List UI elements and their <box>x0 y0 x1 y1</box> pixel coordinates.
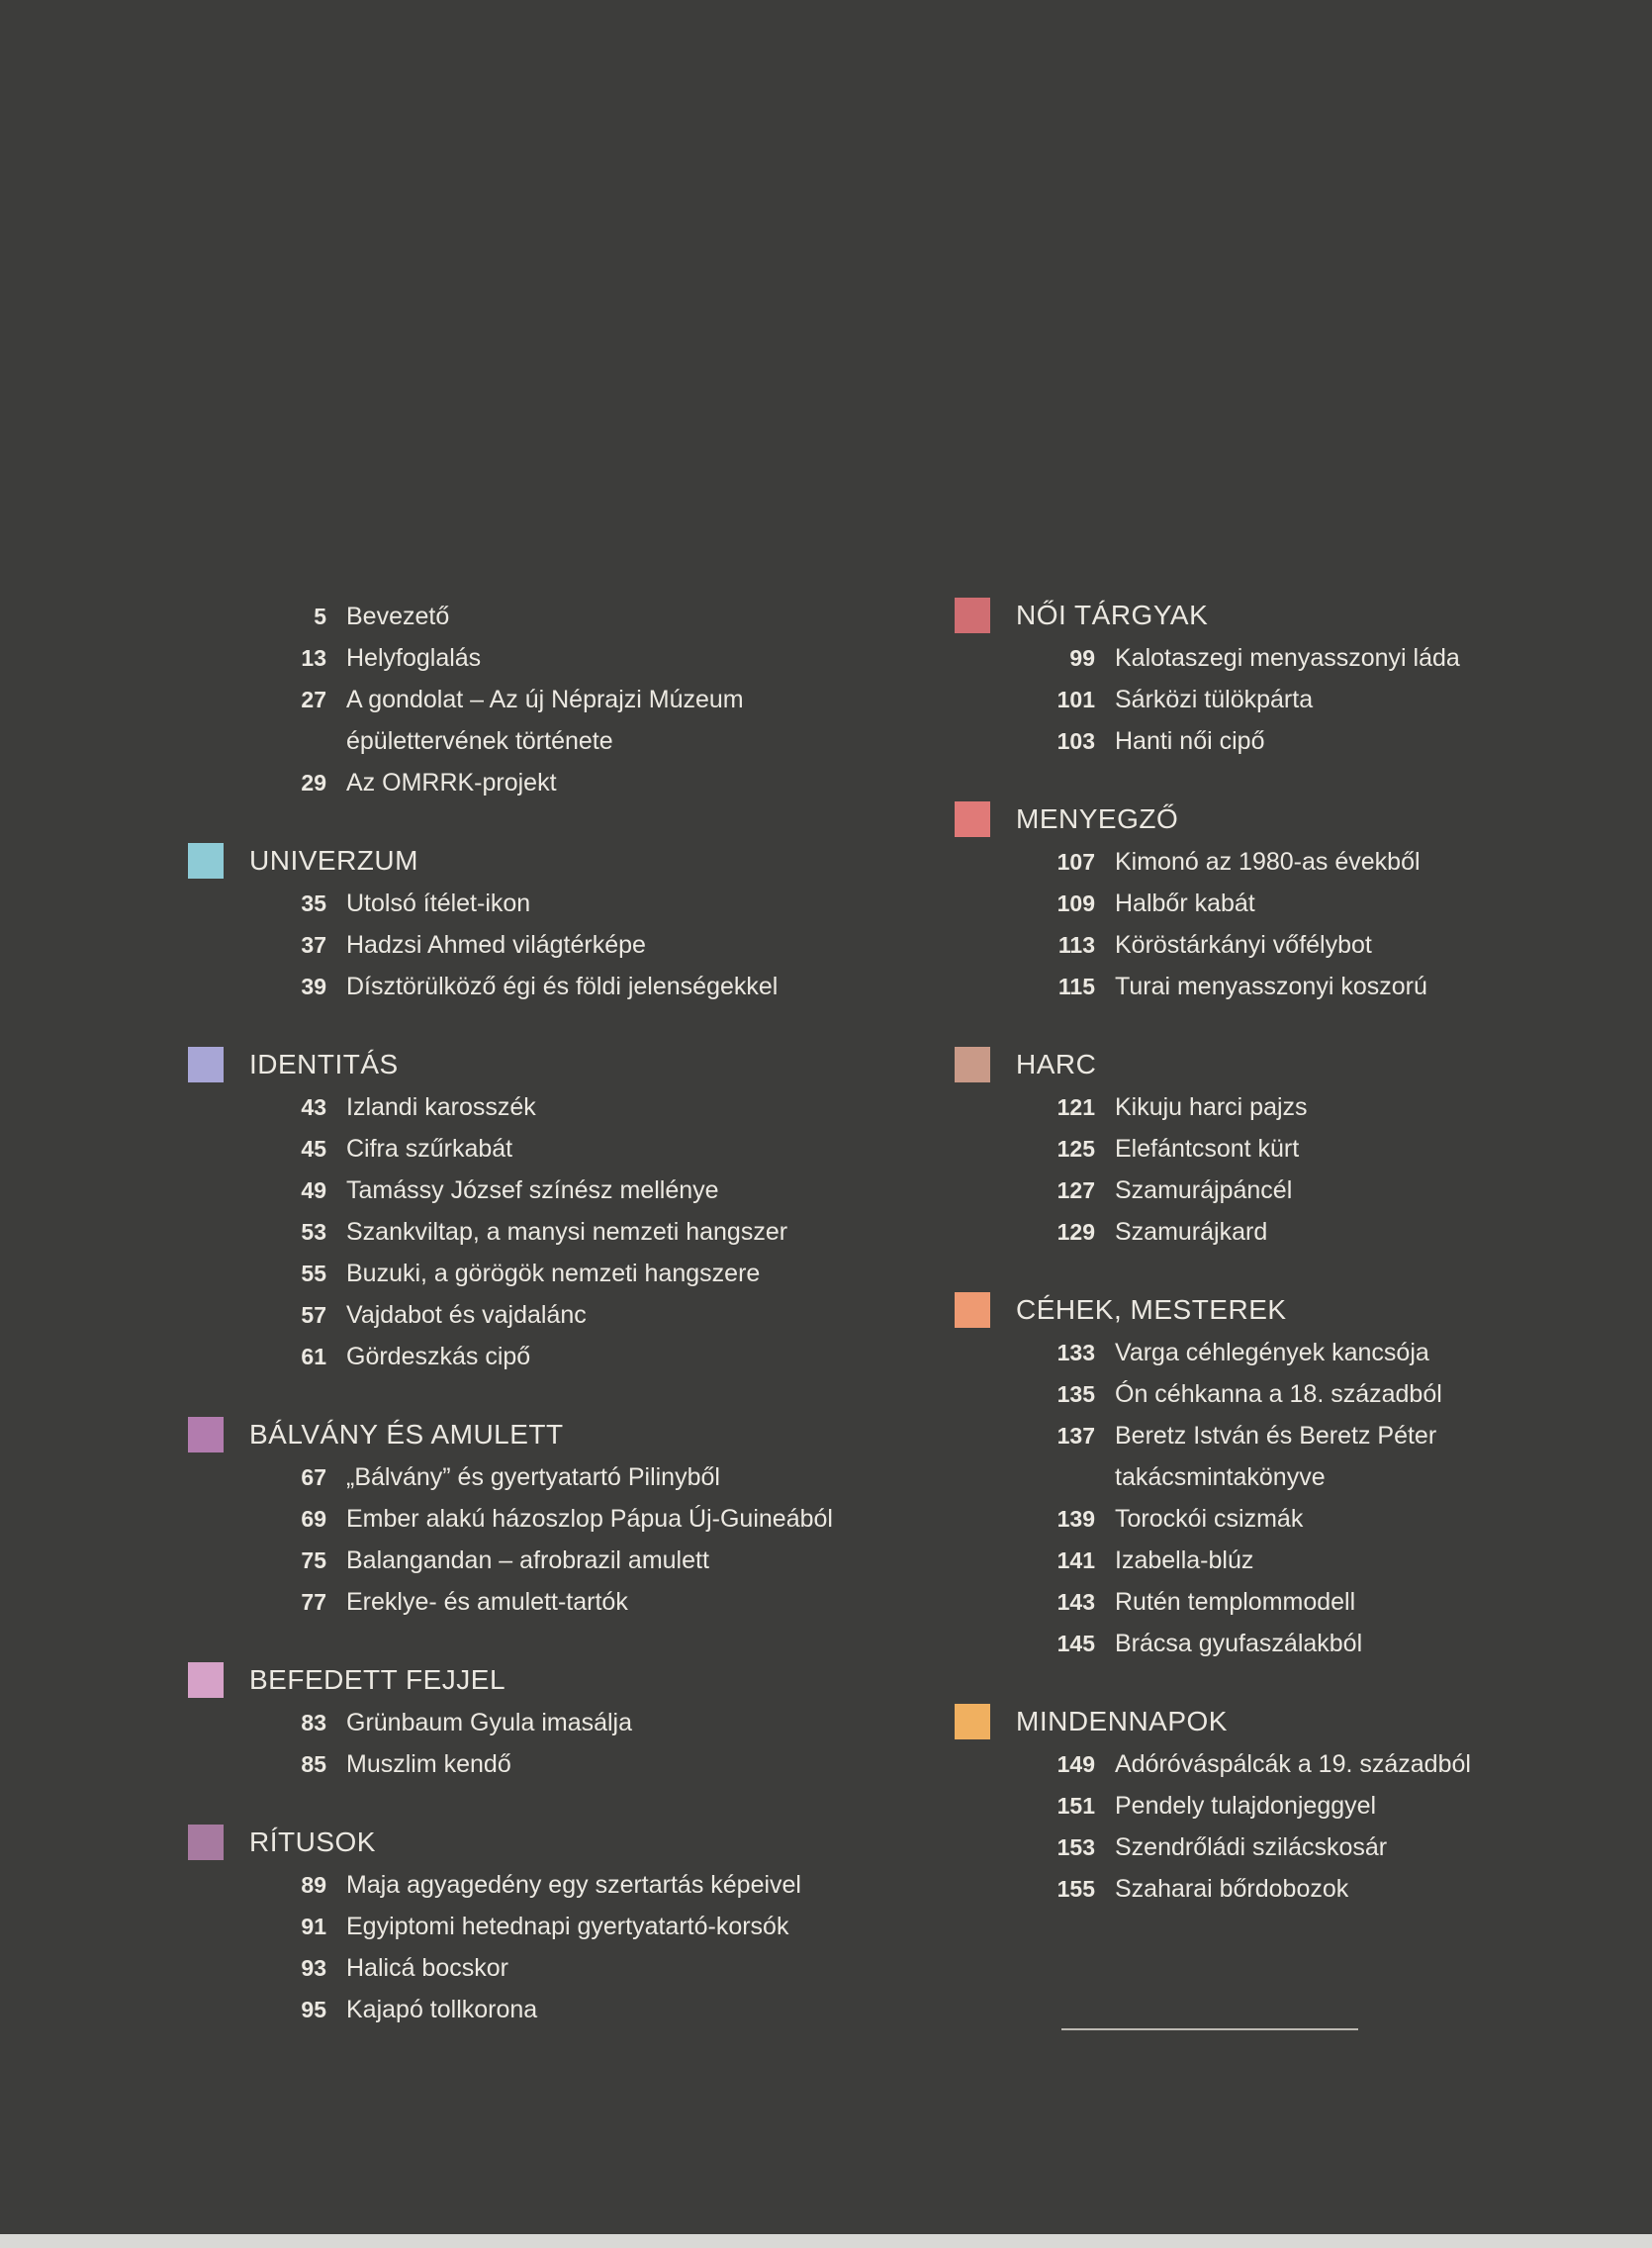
entry-title <box>1115 1826 1588 1868</box>
toc-section <box>955 596 1588 762</box>
toc-entry <box>955 966 1588 1007</box>
toc-entry <box>955 1128 1588 1170</box>
entry-title-line: Hanti női cipő <box>1115 727 1265 755</box>
toc-entry <box>955 1086 1588 1128</box>
entry-title <box>1115 1415 1588 1498</box>
entry-title-line: Maja agyagedény egy szertartás képeivel <box>346 1871 801 1899</box>
page-number: 115 <box>1057 974 1095 999</box>
entry-title-line: Kajapó tollkorona <box>346 1996 538 2023</box>
entry-title <box>346 1170 880 1211</box>
entry-title-line: Hadzsi Ahmed világtérképe <box>346 931 646 959</box>
page-number: 27 <box>301 687 326 712</box>
entry-title <box>346 1906 880 1947</box>
entry-title <box>346 966 880 1007</box>
section-color-swatch <box>955 801 990 837</box>
toc-right-column <box>955 596 1588 1910</box>
page-number: 113 <box>1057 932 1095 958</box>
toc-entry <box>955 1743 1588 1785</box>
section-title: BEFEDETT FEJJEL <box>249 1664 506 1695</box>
toc-section <box>188 1045 880 1377</box>
toc-entry <box>955 720 1588 762</box>
toc-entry <box>955 1373 1588 1415</box>
page-number: 127 <box>1056 1177 1095 1203</box>
toc-entry <box>188 924 880 966</box>
entry-title-line: Tamássy József színész mellénye <box>346 1176 719 1204</box>
toc-entry <box>188 1498 880 1540</box>
toc-entry <box>188 1540 880 1581</box>
page-number: 85 <box>301 1751 326 1777</box>
entry-title-line: Utolsó ítélet-ikon <box>346 890 531 917</box>
toc-section <box>955 1290 1588 1664</box>
toc-entry <box>188 1906 880 1947</box>
entry-title-line: takácsmintakönyve <box>1115 1463 1326 1491</box>
toc-left-sections <box>188 841 880 2030</box>
page-number: 121 <box>1056 1094 1095 1120</box>
entry-title-line: Helyfoglalás <box>346 644 482 672</box>
entry-title <box>1115 1540 1588 1581</box>
toc-section <box>955 1702 1588 1910</box>
section-color-swatch <box>188 1825 224 1860</box>
section-header <box>188 1823 880 1862</box>
section-header <box>188 1660 880 1700</box>
entry-title <box>346 924 880 966</box>
page-number: 149 <box>1056 1751 1095 1777</box>
section-header <box>955 1702 1588 1741</box>
entry-title <box>1115 1211 1588 1253</box>
toc-entry <box>955 841 1588 883</box>
page-number: 137 <box>1056 1423 1095 1449</box>
entry-title-line: Sárközi tülökpárta <box>1115 686 1314 713</box>
toc-entry <box>188 1294 880 1336</box>
toc-entry <box>188 596 880 637</box>
entry-title <box>1115 1743 1588 1785</box>
entry-title <box>1115 1373 1588 1415</box>
page-number: 133 <box>1056 1340 1095 1365</box>
entry-title <box>1115 1128 1588 1170</box>
entry-title <box>346 883 880 924</box>
entry-title <box>1115 637 1588 679</box>
page-number: 101 <box>1056 687 1095 712</box>
entry-title <box>346 679 880 762</box>
entry-title <box>346 1211 880 1253</box>
entry-title-line: Elefántcsont kürt <box>1115 1135 1300 1163</box>
section-header <box>955 596 1588 635</box>
toc-section <box>188 1660 880 1785</box>
section-header <box>188 1045 880 1084</box>
page-number: 67 <box>301 1464 326 1490</box>
entry-title <box>346 1989 880 2030</box>
toc-entry <box>955 637 1588 679</box>
entry-title-line: Egyiptomi hetednapi gyertyatartó-korsók <box>346 1913 789 1940</box>
entry-title-line: Szankviltap, a manysi nemzeti hangszer <box>346 1218 788 1246</box>
toc-entry <box>955 883 1588 924</box>
toc-entry <box>188 1253 880 1294</box>
page-number: 37 <box>301 932 326 958</box>
page-number: 13 <box>301 645 326 671</box>
page-number: 91 <box>301 1914 326 1939</box>
page-number: 89 <box>301 1872 326 1898</box>
entry-title <box>346 1581 880 1623</box>
toc-section <box>188 841 880 1007</box>
section-header <box>955 1290 1588 1330</box>
page-number: 151 <box>1056 1793 1095 1819</box>
toc-right-sections <box>955 596 1588 1910</box>
page-number: 145 <box>1056 1631 1095 1656</box>
section-header <box>188 1415 880 1454</box>
page-number: 143 <box>1056 1589 1095 1615</box>
entry-title-line: Szendrőládi szilácskosár <box>1115 1833 1388 1861</box>
entry-title <box>346 1253 880 1294</box>
toc-entry <box>188 1211 880 1253</box>
toc-entry <box>955 1785 1588 1826</box>
entry-title <box>1115 1581 1588 1623</box>
entry-title-line: A gondolat – Az új Néprajzi Múzeum <box>346 686 744 713</box>
entry-title-line: Pendely tulajdonjeggyel <box>1115 1792 1377 1820</box>
page-number: 93 <box>301 1955 326 1981</box>
section-color-swatch <box>188 843 224 879</box>
toc-entry <box>188 1947 880 1989</box>
section-title: MENYEGZŐ <box>1016 803 1179 834</box>
toc-entry <box>955 1826 1588 1868</box>
page-number: 155 <box>1056 1876 1095 1902</box>
entry-title <box>1115 966 1588 1007</box>
entry-title <box>346 1498 880 1540</box>
toc-entry <box>188 1581 880 1623</box>
entry-title-line: Szaharai bőrdobozok <box>1115 1875 1349 1903</box>
toc-entry <box>955 1581 1588 1623</box>
entry-title <box>1115 1332 1588 1373</box>
toc-entry <box>955 1211 1588 1253</box>
section-color-swatch <box>955 598 990 633</box>
entry-title-line: épülettervének története <box>346 727 613 755</box>
page-number: 49 <box>301 1177 326 1203</box>
entry-title-line: Varga céhlegények kancsója <box>1115 1339 1429 1366</box>
entry-title-line: Szamurájkard <box>1115 1218 1268 1246</box>
page-number: 129 <box>1056 1219 1095 1245</box>
toc-entry <box>955 1623 1588 1664</box>
page-number: 141 <box>1056 1547 1095 1573</box>
entry-title <box>346 596 880 637</box>
toc-intro-entries <box>188 596 880 803</box>
entry-title <box>346 1540 880 1581</box>
section-color-swatch <box>188 1047 224 1082</box>
toc-entry <box>955 1170 1588 1211</box>
entry-title-line: Vajdabot és vajdalánc <box>346 1301 587 1329</box>
section-title: CÉHEK, MESTEREK <box>1016 1294 1287 1325</box>
page-number: 95 <box>301 1997 326 2022</box>
page-number: 29 <box>301 770 326 796</box>
toc-section <box>955 799 1588 1007</box>
page-number: 99 <box>1069 645 1095 671</box>
page-number: 83 <box>301 1710 326 1735</box>
page-number: 135 <box>1056 1381 1095 1407</box>
section-title: IDENTITÁS <box>249 1049 399 1079</box>
toc-entry <box>188 1989 880 2030</box>
entry-title <box>1115 883 1588 924</box>
entry-title <box>1115 720 1588 762</box>
entry-title <box>346 762 880 803</box>
toc-entry <box>188 1864 880 1906</box>
entry-title-line: Kikuju harci pajzs <box>1115 1093 1308 1121</box>
toc-entry <box>955 1868 1588 1910</box>
toc-entry <box>188 1456 880 1498</box>
entry-title <box>1115 924 1588 966</box>
entry-title-line: Muszlim kendő <box>346 1750 511 1778</box>
entry-title <box>346 1336 880 1377</box>
page-number: 35 <box>301 890 326 916</box>
page-number: 53 <box>301 1219 326 1245</box>
entry-title <box>1115 679 1588 720</box>
entry-title <box>1115 1170 1588 1211</box>
entry-title <box>346 1947 880 1989</box>
entry-title-line: Cifra szűrkabát <box>346 1135 513 1163</box>
entry-title-line: Ereklye- és amulett-tartók <box>346 1588 628 1616</box>
page-number: 43 <box>301 1094 326 1120</box>
entry-title-line: Rutén templommodell <box>1115 1588 1356 1616</box>
page-number: 109 <box>1056 890 1095 916</box>
entry-title-line: Dísztörülköző égi és földi jelenségekkel <box>346 973 779 1000</box>
toc-entry <box>188 1743 880 1785</box>
section-color-swatch <box>955 1704 990 1739</box>
entry-title-line: Gördeszkás cipő <box>346 1343 531 1370</box>
entry-title <box>346 1702 880 1743</box>
entry-title-line: Kalotaszegi menyasszonyi láda <box>1115 644 1460 672</box>
entry-title <box>1115 1498 1588 1540</box>
entry-title <box>346 1743 880 1785</box>
toc-entry <box>188 966 880 1007</box>
page-number: 75 <box>301 1547 326 1573</box>
entry-title <box>346 1086 880 1128</box>
entry-title-line: Beretz István és Beretz Péter <box>1115 1422 1437 1450</box>
toc-entry <box>955 1332 1588 1373</box>
entry-title-line: Kimonó az 1980-as évekből <box>1115 848 1421 876</box>
toc-entry <box>188 883 880 924</box>
entry-title <box>1115 841 1588 883</box>
entry-title <box>1115 1623 1588 1664</box>
toc-left-column <box>188 596 880 2030</box>
toc-entry <box>188 1128 880 1170</box>
entry-title <box>346 1864 880 1906</box>
toc-entry <box>188 679 880 762</box>
entry-title-line: Balangandan – afrobrazil amulett <box>346 1546 709 1574</box>
entry-title-line: Adóróváspálcák a 19. századból <box>1115 1750 1471 1778</box>
entry-title-line: Köröstárkányi vőfélybot <box>1115 931 1372 959</box>
entry-title-line: Ón céhkanna a 18. századból <box>1115 1380 1442 1408</box>
entry-title <box>1115 1785 1588 1826</box>
section-title: HARC <box>1016 1049 1097 1079</box>
page-number: 39 <box>301 974 326 999</box>
entry-title <box>346 1128 880 1170</box>
entry-title-line: Halicá bocskor <box>346 1954 508 1982</box>
page-number: 69 <box>301 1506 326 1532</box>
entry-title-line: Torockói csizmák <box>1115 1505 1304 1533</box>
section-title: BÁLVÁNY ÉS AMULETT <box>249 1419 564 1450</box>
page-number: 45 <box>301 1136 326 1162</box>
entry-title-line: Az OMRRK-projekt <box>346 769 557 796</box>
toc-entry <box>188 1086 880 1128</box>
page-number: 107 <box>1056 849 1095 875</box>
entry-title <box>346 637 880 679</box>
toc-entry <box>955 1540 1588 1581</box>
toc-entry <box>188 1702 880 1743</box>
page-number: 77 <box>301 1589 326 1615</box>
entry-title-line: Turai menyasszonyi koszorú <box>1115 973 1427 1000</box>
toc-entry <box>955 679 1588 720</box>
toc-section <box>188 1415 880 1623</box>
closing-divider-line <box>1061 2028 1358 2030</box>
toc-entry <box>955 1415 1588 1498</box>
entry-title-line: Izabella-blúz <box>1115 1546 1254 1574</box>
section-color-swatch <box>955 1047 990 1082</box>
page-number: 125 <box>1056 1136 1095 1162</box>
page-number: 103 <box>1056 728 1095 754</box>
section-color-swatch <box>188 1662 224 1698</box>
entry-title-line: Halbőr kabát <box>1115 890 1255 917</box>
entry-title-line: „Bálvány” és gyertyatartó Pilinyből <box>346 1463 720 1491</box>
entry-title <box>1115 1086 1588 1128</box>
section-header <box>955 1045 1588 1084</box>
page-number: 5 <box>314 604 326 629</box>
page-number: 57 <box>301 1302 326 1328</box>
entry-title <box>346 1456 880 1498</box>
page-bottom-edge <box>0 2234 1652 2248</box>
entry-title-line: Grünbaum Gyula imasálja <box>346 1709 633 1736</box>
page-number: 61 <box>301 1344 326 1369</box>
page-number: 139 <box>1056 1506 1095 1532</box>
toc-entry <box>188 762 880 803</box>
section-color-swatch <box>955 1292 990 1328</box>
entry-title <box>346 1294 880 1336</box>
toc-entry <box>188 1170 880 1211</box>
section-header <box>188 841 880 881</box>
entry-title-line: Buzuki, a görögök nemzeti hangszere <box>346 1260 761 1287</box>
section-title: MINDENNAPOK <box>1016 1706 1228 1736</box>
entry-title-line: Izlandi karosszék <box>346 1093 536 1121</box>
section-color-swatch <box>188 1417 224 1452</box>
page-number: 153 <box>1056 1834 1095 1860</box>
section-title: RÍTUSOK <box>249 1826 376 1857</box>
toc-entry <box>955 1498 1588 1540</box>
toc-entry <box>955 924 1588 966</box>
toc-section <box>955 1045 1588 1253</box>
entry-title <box>1115 1868 1588 1910</box>
section-title: UNIVERZUM <box>249 845 418 876</box>
section-header <box>955 799 1588 839</box>
toc-section <box>188 1823 880 2030</box>
toc-entry <box>188 1336 880 1377</box>
section-title: NŐI TÁRGYAK <box>1016 600 1209 630</box>
entry-title-line: Brácsa gyufaszálakból <box>1115 1630 1363 1657</box>
toc-entry <box>188 637 880 679</box>
entry-title-line: Szamurájpáncél <box>1115 1176 1293 1204</box>
page-number: 55 <box>301 1261 326 1286</box>
entry-title-line: Ember alakú házoszlop Pápua Új-Guineából <box>346 1505 833 1533</box>
entry-title-line: Bevezető <box>346 603 450 630</box>
